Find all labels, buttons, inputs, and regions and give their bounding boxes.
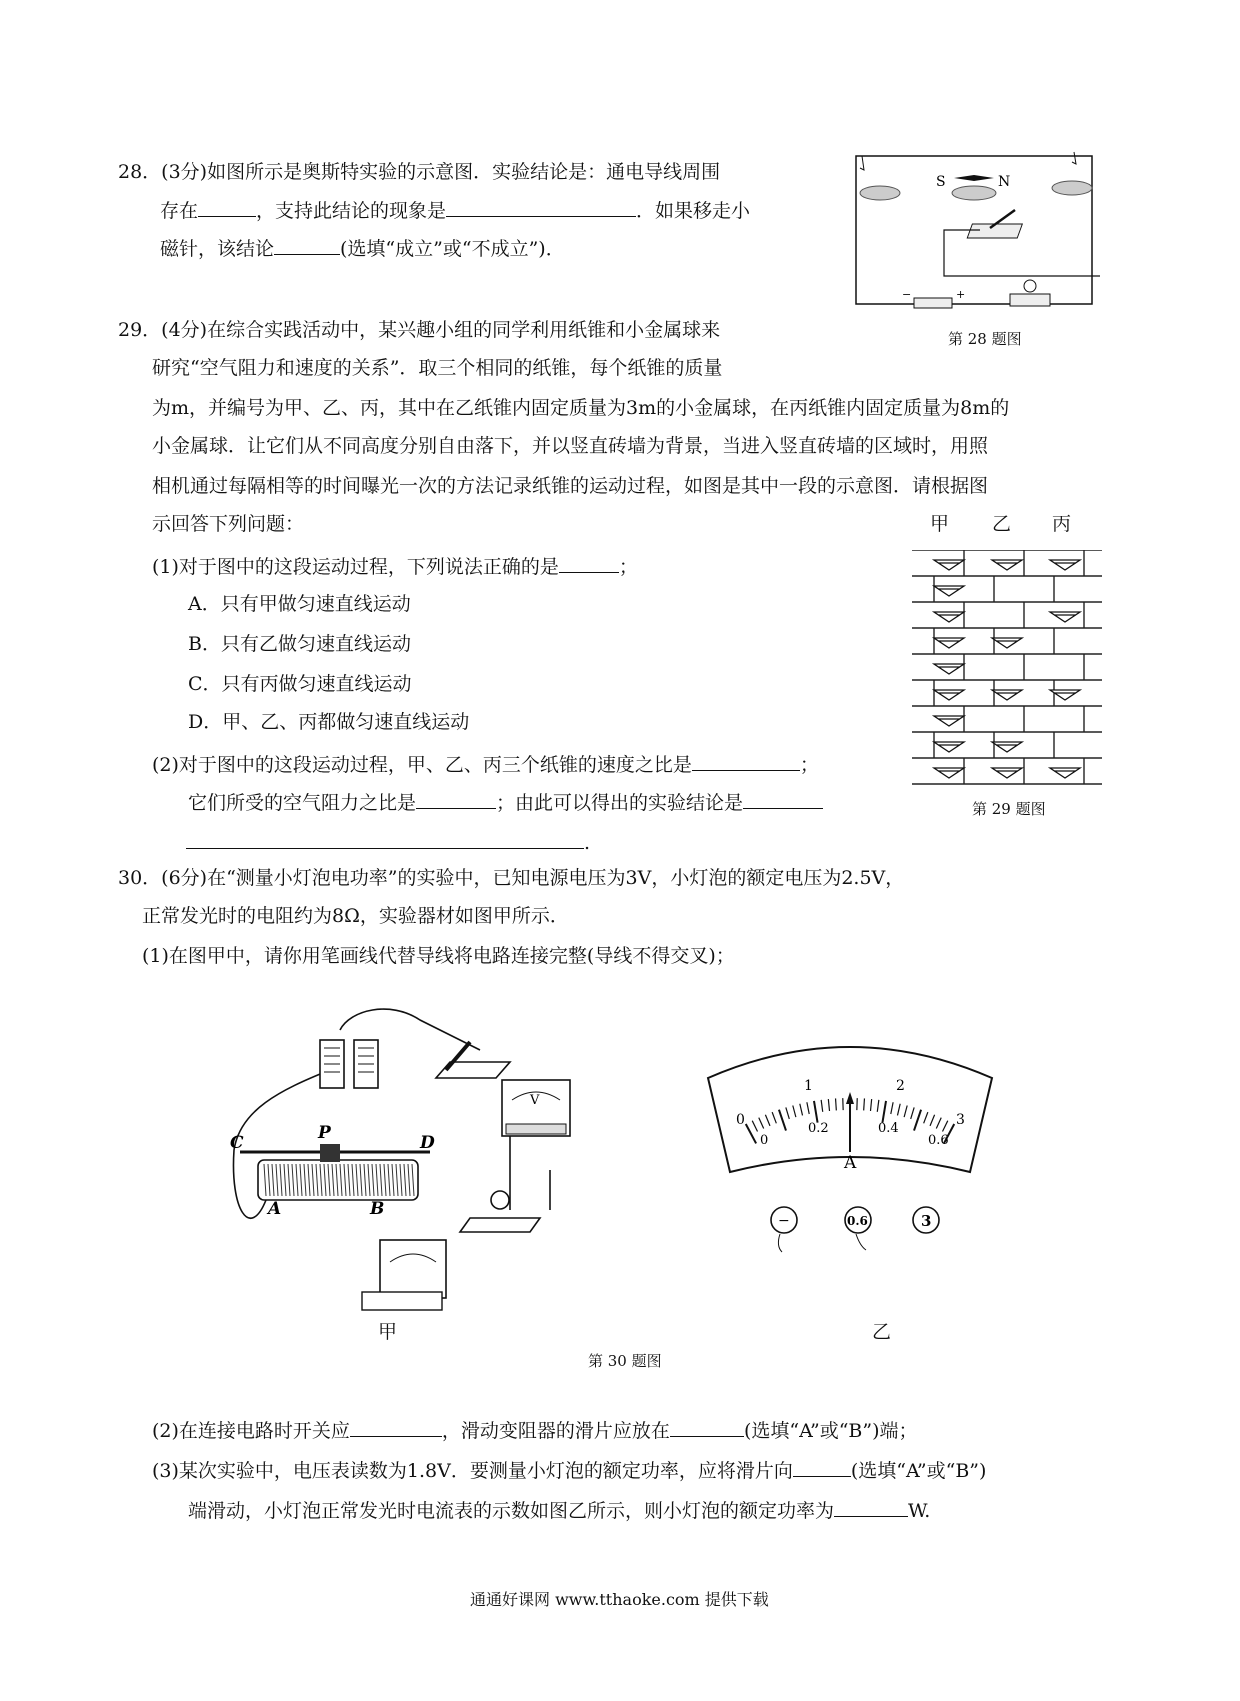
paper-cone	[1050, 768, 1080, 778]
q29-blank-2[interactable]	[692, 752, 800, 771]
paper-cone	[934, 612, 964, 622]
terminal-negative-label: −	[778, 1213, 790, 1229]
paper-cone	[934, 560, 964, 570]
rheostat-slider	[320, 1144, 340, 1162]
pole-n-label: N	[998, 174, 1011, 190]
q29-sub2c	[186, 830, 590, 855]
paper-cone	[934, 742, 964, 752]
dial-bottom-2: 0.4	[878, 1121, 899, 1136]
q30-sub2	[152, 1418, 918, 1443]
lamp-base	[1010, 294, 1050, 306]
q29-line4: 小金属球．让它们从不同高度分别自由落下，并以竖直砖墙为背景，当进入竖直砖墙的区域时，用照	[152, 435, 989, 457]
oersted-figure	[850, 148, 1100, 318]
q30-text: W.	[908, 1500, 931, 1522]
q29-blank-5[interactable]	[186, 830, 584, 849]
q30-text: ，滑动变阻器的滑片应放在	[441, 1420, 670, 1442]
q30-text: (2)在连接电路时开关应	[152, 1420, 350, 1442]
q30-text: 端滑动，小灯泡正常发光时电流表的示数如图乙所示，则小灯泡的额定功率为	[188, 1500, 835, 1522]
lamp-bulb	[491, 1191, 509, 1209]
q29-line5: 相机通过每隔相等的时间曝光一次的方法记录纸锥的运动过程，如图是其中一段的示意图．请根据图	[152, 475, 989, 497]
battery-minus: −	[902, 288, 912, 301]
q29-text: ；	[799, 754, 819, 776]
ammeter-dial-figure	[700, 1020, 1000, 1260]
page-footer: 通通好课网 www.tthaoke.com 提供下载	[470, 1590, 769, 1609]
terminal-wire-2	[856, 1234, 866, 1250]
paper-cone	[934, 586, 964, 596]
q30-sub3	[152, 1458, 986, 1483]
label-jia: 甲	[930, 513, 950, 535]
q28-blank-1[interactable]	[198, 198, 256, 217]
q28-figure-caption: 第 28 题图	[948, 330, 1022, 348]
q29-text: (1)对于图中的这段运动过程，下列说法正确的是	[152, 556, 559, 578]
q29-sub2b	[188, 790, 823, 815]
brick-wall-figure	[912, 550, 1102, 792]
dial-tick	[864, 1098, 865, 1110]
dial-bottom-0: 0	[760, 1133, 769, 1148]
q30-sub3-cont	[188, 1498, 930, 1523]
q29-text: ；由此可以得出的实验结论是	[496, 792, 744, 814]
rheostat-label-d: D	[420, 1133, 435, 1153]
paper-cone	[992, 768, 1022, 778]
dial-bottom-1: 0.2	[808, 1121, 829, 1136]
q30-text: (选填“A”或“B”)端；	[743, 1420, 918, 1442]
q28-blank-3[interactable]	[274, 236, 340, 255]
rheostat-label-a: A	[268, 1199, 282, 1219]
q29-text: (2)对于图中的这段运动过程，甲、乙、丙三个纸锥的速度之比是	[152, 754, 692, 776]
label-bing: 丙	[1052, 513, 1072, 535]
voltmeter-terminals	[506, 1124, 566, 1134]
ammeter	[380, 1240, 446, 1298]
battery-plus: +	[956, 288, 966, 301]
q28-text: (选填“成立”或“不成立”)．	[340, 238, 565, 260]
paper-cone	[934, 716, 964, 726]
q28-line2	[160, 198, 750, 223]
paper-cone	[992, 690, 1022, 700]
q28-line3	[160, 236, 565, 261]
lamp-bulb	[1024, 280, 1036, 292]
q29-text: 它们所受的空气阻力之比是	[188, 792, 417, 814]
q30-line3: (1)在图甲中，请你用笔画线代替导线将电路连接完整(导线不得交叉)；	[142, 945, 735, 967]
wire-hook-left	[860, 156, 864, 170]
q28-text: 存在	[160, 200, 199, 222]
q28-line1: 28．(3分)如图所示是奥斯特实验的示意图．实验结论是：通电导线周围	[118, 161, 721, 183]
ammeter-base	[362, 1292, 442, 1310]
dial-top-0: 0	[736, 1112, 745, 1128]
q29-option-a[interactable]: A．只有甲做匀速直线运动	[188, 593, 411, 615]
q28-text: ，支持此结论的现象是	[256, 200, 447, 222]
q30-blank-3[interactable]	[793, 1458, 851, 1477]
lamp-board	[460, 1218, 540, 1232]
q29-sub1	[152, 554, 638, 579]
rheostat-label-p: P	[318, 1123, 331, 1143]
switch-base	[967, 224, 1022, 238]
q29-blank-4[interactable]	[743, 790, 823, 809]
q30-text: (3)某次实验中，电压表读数为1.8V．要测量小灯泡的额定功率，应将滑片向	[152, 1460, 793, 1482]
q29-option-b[interactable]: B．只有乙做匀速直线运动	[188, 633, 411, 655]
label-yi: 乙	[992, 513, 1012, 535]
terminal-3-label: 3	[921, 1212, 932, 1230]
q29-blank-1[interactable]	[559, 554, 619, 573]
q29-sub2a	[152, 752, 819, 777]
paper-cone	[992, 560, 1022, 570]
q28-text: 磁针，该结论	[160, 238, 275, 260]
q29-option-d[interactable]: D．甲、乙、丙都做匀速直线运动	[188, 711, 470, 733]
paper-cone	[934, 664, 964, 674]
q29-line6: 示回答下列问题：	[152, 513, 305, 535]
pole-s-label: S	[936, 174, 946, 190]
wire-hook-right	[1072, 152, 1076, 164]
dial-bottom-3: 0.6	[928, 1133, 949, 1148]
paper-cone	[992, 742, 1022, 752]
figure-yi-label: 乙	[872, 1321, 892, 1343]
q30-text: (选填“A”或“B”)	[850, 1460, 987, 1482]
q29-text: ；	[618, 556, 638, 578]
rheostat-label-c: C	[230, 1133, 244, 1153]
q30-blank-2[interactable]	[670, 1418, 744, 1437]
q30-line2: 正常发光时的电阻约为8Ω，实验器材如图甲所示．	[142, 905, 569, 927]
dial-top-3: 3	[956, 1112, 965, 1128]
q30-blank-4[interactable]	[834, 1498, 908, 1517]
apparatus-figure	[220, 1000, 620, 1330]
q28-text: ．如果移走小	[636, 200, 751, 222]
q29-figure-caption: 第 29 题图	[972, 800, 1046, 818]
dial-tick	[836, 1098, 837, 1110]
figure-jia-label: 甲	[378, 1321, 398, 1343]
paper-cone	[1050, 560, 1080, 570]
paper-cone	[992, 638, 1022, 648]
q30-blank-1[interactable]	[350, 1418, 442, 1437]
paper-cone	[934, 638, 964, 648]
compass-center	[952, 186, 996, 200]
q28-blank-2[interactable]	[446, 198, 636, 217]
terminal-wire-1	[778, 1234, 782, 1252]
q29-line3: 为m，并编号为甲、乙、丙，其中在乙纸锥内固定质量为3m的小金属球，在丙纸锥内固定质量为8m的	[152, 397, 1010, 419]
dial-top-1: 1	[804, 1078, 813, 1094]
paper-cones	[934, 560, 1080, 778]
battery	[914, 298, 952, 308]
compass-left	[860, 186, 900, 200]
q29-blank-3[interactable]	[416, 790, 496, 809]
paper-cone	[934, 690, 964, 700]
terminal-0-6-label: 0.6	[847, 1214, 868, 1228]
magnetic-needle	[954, 175, 994, 181]
q29-line1: 29．(4分)在综合实践活动中，某兴趣小组的同学利用纸锥和小金属球来	[118, 319, 721, 341]
dial-unit: A	[844, 1153, 857, 1173]
q29-line2: 研究“空气阻力和速度的关系”．取三个相同的纸锥，每个纸锥的质量	[152, 357, 723, 379]
paper-cone	[1050, 612, 1080, 622]
compass-right	[1052, 181, 1092, 195]
q30-line1: 30．(6分)在“测量小灯泡电功率”的实验中，已知电源电压为3V，小灯泡的额定电压为2.5V，	[118, 867, 905, 889]
voltmeter-symbol: V	[530, 1093, 540, 1108]
q29-text: .	[584, 832, 591, 854]
rheostat-label-b: B	[370, 1199, 385, 1219]
paper-cone	[934, 768, 964, 778]
q29-option-c[interactable]: C．只有丙做匀速直线运动	[188, 673, 412, 695]
dial-top-2: 2	[896, 1078, 905, 1094]
q30-figure-caption: 第 30 题图	[588, 1352, 662, 1370]
